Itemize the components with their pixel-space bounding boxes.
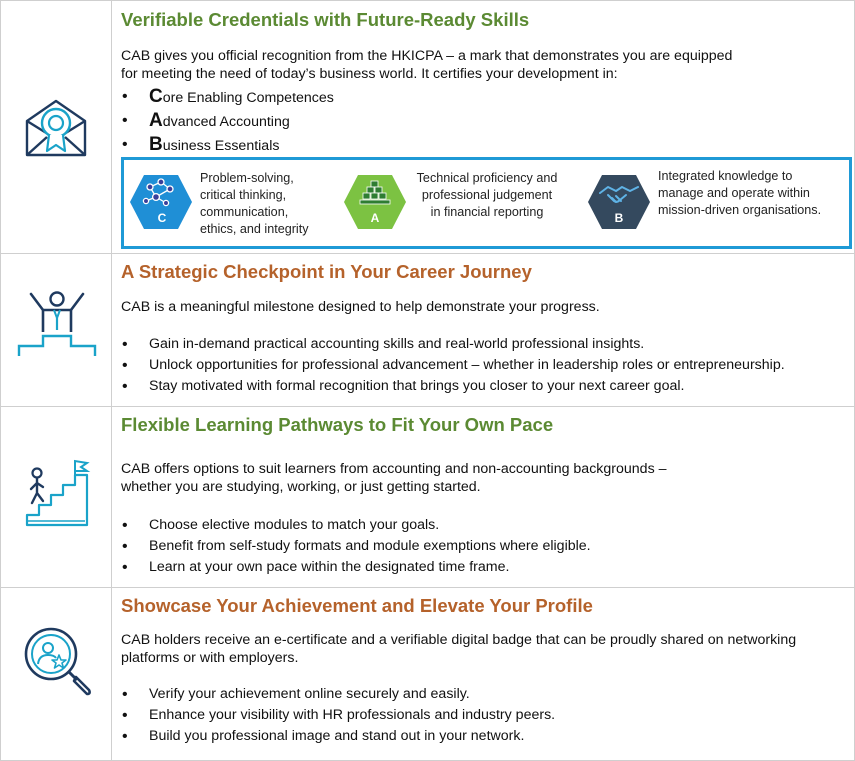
skill-description-a xyxy=(407,170,567,221)
competence-label: dvanced Accounting xyxy=(162,114,290,130)
icon-cell xyxy=(1,588,112,760)
section-paragraph xyxy=(121,47,841,83)
bullet-list xyxy=(121,334,785,397)
list-item: • Stay motivated with formal recognition that brings you closer to your next career goal. xyxy=(121,376,785,397)
skill-line: communication, xyxy=(200,205,289,219)
bullet-list xyxy=(121,684,555,747)
skill-description-c xyxy=(200,170,309,238)
skill-line: professional judgement xyxy=(421,188,553,202)
skill-hexagon-b xyxy=(586,173,652,231)
skill-description-b xyxy=(658,168,821,219)
skill-line: critical thinking, xyxy=(200,188,287,202)
section-title: Flexible Learning Pathways to Fit Your Own Pace xyxy=(121,414,554,435)
bullet-list xyxy=(121,515,591,578)
section-title: Verifiable Credentials with Future-Ready Skills xyxy=(121,9,530,30)
icon-cell xyxy=(1,407,112,587)
section-paragraph xyxy=(121,460,841,496)
competence-list xyxy=(121,85,334,157)
paragraph-line: CAB offers options to suit learners from accounting and non-accounting backgrounds – xyxy=(121,461,667,477)
competence-initial: C xyxy=(149,86,163,107)
list-item: • Benefit from self-study formats and module exemptions where eligible. xyxy=(121,536,591,557)
paragraph-line: whether you are studying, working, or just getting started. xyxy=(121,479,481,495)
paragraph-line: CAB gives you official recognition from the HKICPA – a mark that demonstrates you are equipped xyxy=(121,48,733,64)
list-item xyxy=(121,85,334,109)
list-item: • Gain in-demand practical accounting skills and real-world professional insights. xyxy=(121,334,785,355)
certificate-envelope-icon xyxy=(21,93,91,163)
skills-box xyxy=(121,157,852,249)
section-credentials xyxy=(1,1,854,254)
skill-line: mission-driven organisations. xyxy=(658,203,822,217)
competence-label: usiness Essentials xyxy=(162,138,280,154)
paragraph-line: for meeting the need of today’s business world. It certifies your development in: xyxy=(121,66,618,82)
list-item: • Verify your achievement online securely and easily. xyxy=(121,684,555,705)
list-item xyxy=(121,109,334,133)
podium-winner-icon xyxy=(17,288,97,358)
competence-label: ore Enabling Competences xyxy=(162,90,334,106)
stairs-climb-flag-icon xyxy=(23,459,93,529)
skill-line: manage and operate within xyxy=(658,186,810,200)
section-learning-pathways xyxy=(1,407,854,588)
skill-letter: C xyxy=(157,211,167,225)
list-item: • Enhance your visibility with HR professionals and industry peers. xyxy=(121,705,555,726)
section-paragraph: CAB is a meaningful milestone designed to help demonstrate your progress. xyxy=(121,299,600,315)
section-title: A Strategic Checkpoint in Your Career Journey xyxy=(121,261,532,282)
section-checkpoint xyxy=(1,254,854,407)
list-item: • Choose elective modules to match your goals. xyxy=(121,515,591,536)
skill-line: ethics, and integrity xyxy=(200,222,309,236)
skill-letter: A xyxy=(370,211,380,225)
list-item: • Build you professional image and stand out in your network. xyxy=(121,726,555,747)
skill-line: in financial reporting xyxy=(430,205,544,219)
icon-cell xyxy=(1,1,112,253)
competence-initial: B xyxy=(149,134,163,155)
skill-hexagon-a xyxy=(342,173,408,231)
skill-line: Integrated knowledge to xyxy=(658,169,793,183)
skill-letter: B xyxy=(614,211,624,225)
paragraph-line: CAB holders receive an e-certificate and a verifiable digital badge that can be proudly shared on networking xyxy=(121,632,797,648)
skill-hexagon-c xyxy=(128,173,194,231)
list-item xyxy=(121,133,334,157)
list-item: • Learn at your own pace within the designated time frame. xyxy=(121,557,591,578)
icon-cell xyxy=(1,254,112,406)
section-showcase xyxy=(1,588,854,760)
section-title: Showcase Your Achievement and Elevate Your Profile xyxy=(121,595,593,616)
list-item: • Unlock opportunities for professional advancement – whether in leadership roles or entrepreneurship. xyxy=(121,355,785,376)
competence-initial: A xyxy=(149,110,163,131)
magnifier-profile-star-icon xyxy=(21,624,95,698)
skill-line: Technical proficiency and xyxy=(416,171,558,185)
section-paragraph xyxy=(121,631,846,667)
paragraph-line: platforms or with employers. xyxy=(121,650,299,666)
skill-line: Problem-solving, xyxy=(200,171,294,185)
